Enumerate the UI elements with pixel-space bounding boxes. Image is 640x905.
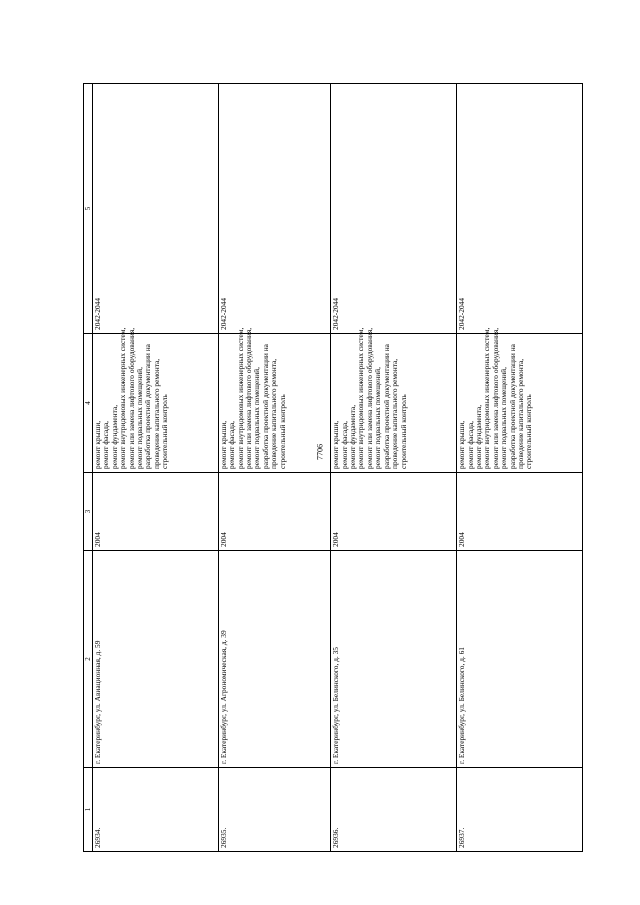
row-year: 2004 bbox=[93, 473, 219, 551]
row-address: г. Екатеринбург, ул. Авиационная, д. 59 bbox=[93, 551, 219, 768]
row-address: г. Екатеринбург, ул. Агрономическая, д. 39 bbox=[218, 551, 330, 768]
work-item: разработка проектной документации на bbox=[260, 344, 270, 469]
work-item: разработка проектной документации на bbox=[381, 344, 391, 469]
work-item: ремонт внутридомовых инженерных систем, bbox=[118, 327, 128, 469]
row-works bbox=[331, 327, 457, 473]
row-period: 2042-2044 bbox=[457, 84, 583, 334]
header-cell: 1 bbox=[84, 768, 93, 852]
works-list bbox=[218, 327, 287, 469]
row-number: 26936. bbox=[331, 768, 457, 852]
page-number: 7706 bbox=[315, 444, 325, 460]
work-item: ремонт внутридомовых инженерных систем, bbox=[356, 327, 366, 469]
work-item: разработка проектной документации на bbox=[143, 344, 153, 469]
works-list bbox=[93, 327, 170, 469]
work-item: проведение капитального ремонта, bbox=[269, 358, 279, 469]
work-item: проведение капитального ремонта, bbox=[390, 358, 400, 469]
table-row bbox=[331, 84, 457, 852]
work-item: ремонт крыши, bbox=[457, 420, 467, 469]
work-item: ремонт крыши, bbox=[93, 420, 102, 469]
row-works bbox=[457, 327, 583, 473]
header-cell: 4 bbox=[84, 334, 93, 473]
works-list bbox=[331, 327, 408, 469]
work-item: ремонт или замена лифтового оборудования, bbox=[490, 327, 500, 469]
work-item: строительный контроль bbox=[160, 394, 170, 469]
works-list bbox=[457, 327, 534, 469]
row-address: г. Екатеринбург, ул. Белинского, д. 35 bbox=[331, 551, 457, 768]
work-item: ремонт крыши, bbox=[331, 420, 341, 469]
work-item: ремонт подвальных помещений, bbox=[252, 367, 262, 469]
table-row bbox=[93, 84, 219, 852]
header-row bbox=[84, 84, 93, 852]
row-works bbox=[93, 327, 219, 473]
work-item: ремонт подвальных помещений, bbox=[135, 367, 145, 469]
row-number: 26937. bbox=[457, 768, 583, 852]
work-item: разработка проектной документации на bbox=[507, 344, 517, 469]
work-item: ремонт подвальных помещений, bbox=[373, 367, 383, 469]
table-row bbox=[218, 84, 330, 852]
work-item: ремонт фундамента, bbox=[348, 404, 358, 469]
header-cell: 2 bbox=[84, 551, 93, 768]
header-cell: 3 bbox=[84, 473, 93, 551]
work-item: ремонт фундамента, bbox=[473, 404, 483, 469]
table-row bbox=[457, 84, 583, 852]
work-item: строительный контроль bbox=[277, 394, 287, 469]
work-item: ремонт фундамента, bbox=[109, 404, 119, 469]
work-item: ремонт фасада, bbox=[227, 421, 237, 469]
work-item: ремонт внутридомовых инженерных систем, bbox=[482, 327, 492, 469]
work-item: ремонт фасада, bbox=[101, 421, 111, 469]
row-year: 2004 bbox=[331, 473, 457, 551]
row-number: 26934. bbox=[93, 768, 219, 852]
row-number: 26935. bbox=[218, 768, 330, 852]
row-year: 2004 bbox=[457, 473, 583, 551]
work-item: ремонт фасада, bbox=[339, 421, 349, 469]
work-item: ремонт или замена лифтового оборудования, bbox=[126, 327, 136, 469]
header-cell: 5 bbox=[84, 84, 93, 334]
work-item: ремонт крыши, bbox=[218, 420, 228, 469]
work-item: ремонт внутридомовых инженерных систем, bbox=[235, 327, 245, 469]
rotated-table-wrapper bbox=[83, 84, 583, 852]
work-item: ремонт или замена лифтового оборудования, bbox=[244, 327, 254, 469]
row-period: 2042-2044 bbox=[218, 84, 330, 334]
row-address: г. Екатеринбург, ул. Белинского, д. 61 bbox=[457, 551, 583, 768]
work-item: проведение капитального ремонта, bbox=[151, 358, 161, 469]
row-works bbox=[218, 327, 330, 473]
row-year: 2004 bbox=[218, 473, 330, 551]
row-period: 2042-2044 bbox=[93, 84, 219, 334]
work-item: строительный контроль bbox=[398, 394, 408, 469]
repair-schedule-table bbox=[83, 83, 583, 852]
work-item: ремонт фасада, bbox=[465, 421, 475, 469]
work-item: проведение капитального ремонта, bbox=[515, 358, 525, 469]
work-item: ремонт или замена лифтового оборудования, bbox=[364, 327, 374, 469]
work-item: ремонт подвальных помещений, bbox=[499, 367, 509, 469]
work-item: строительный контроль bbox=[524, 394, 534, 469]
row-period: 2042-2044 bbox=[331, 84, 457, 334]
